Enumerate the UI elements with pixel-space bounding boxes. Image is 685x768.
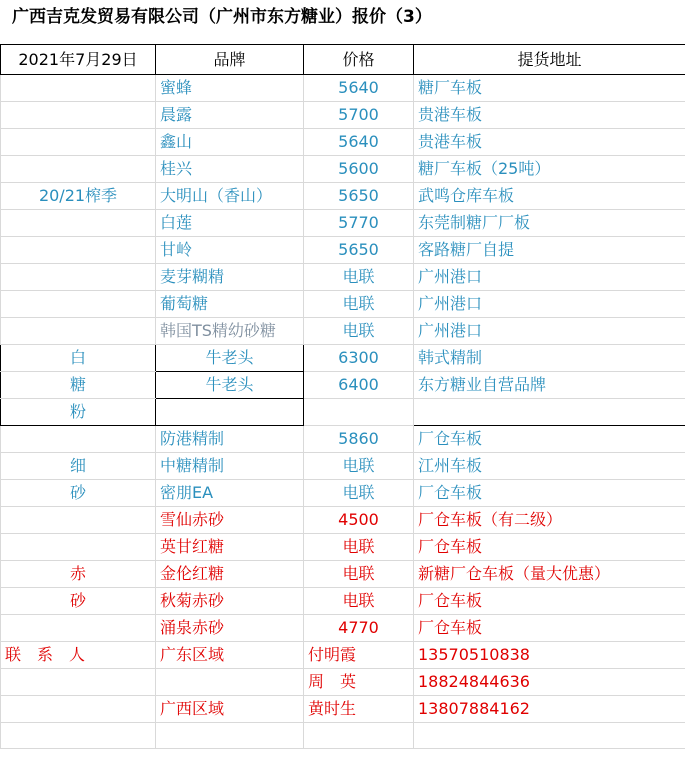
price-cell: 电联 [304, 291, 414, 318]
brand-cell: 防港精制 [156, 426, 304, 453]
address-cell: 厂仓车板 [414, 615, 685, 642]
contact-region: 广东区域 [156, 642, 304, 669]
address-cell: 糖厂车板（25吨） [414, 156, 685, 183]
contact-phone: 18824844636 [414, 669, 685, 696]
price-cell: 6300 [304, 345, 414, 372]
price-table [0, 44, 685, 749]
section-label-crush-season: 20/21榨季 [1, 183, 156, 210]
price-cell: 电联 [304, 264, 414, 291]
brand-cell: 大明山（香山） [156, 183, 304, 210]
address-cell: 厂仓车板 [414, 588, 685, 615]
brand-cell: 甘岭 [156, 237, 304, 264]
brand-cell: 蜜蜂 [156, 75, 304, 102]
price-cell: 4500 [304, 507, 414, 534]
table-row [1, 561, 685, 588]
table-row [1, 156, 685, 183]
brand-cell: 牛老头 [156, 345, 304, 372]
contact-phone: 13570510838 [414, 642, 685, 669]
price-cell: 6400 [304, 372, 414, 399]
address-cell: 厂仓车板 [414, 480, 685, 507]
table-row [1, 615, 685, 642]
brand-cell: 雪仙赤砂 [156, 507, 304, 534]
contact-region [156, 669, 304, 696]
price-cell: 电联 [304, 534, 414, 561]
section-label-fine-sugar: 砂 [1, 480, 156, 507]
table-row [1, 75, 685, 102]
brand-header: 品牌 [156, 45, 304, 75]
brand-cell: 鑫山 [156, 129, 304, 156]
table-row [1, 723, 685, 749]
address-cell: 糖厂车板 [414, 75, 685, 102]
table-row [1, 210, 685, 237]
price-cell: 5650 [304, 237, 414, 264]
table-row [1, 318, 685, 345]
contact-name: 付明霞 [304, 642, 414, 669]
price-header: 价格 [304, 45, 414, 75]
address-header: 提货地址 [414, 45, 685, 75]
contact-row [1, 669, 685, 696]
address-cell: 贵港车板 [414, 129, 685, 156]
contact-name: 周 英 [304, 669, 414, 696]
address-cell: 厂仓车板 [414, 426, 685, 453]
brand-cell: 中糖精制 [156, 453, 304, 480]
section-label-powder: 糖 [1, 372, 156, 399]
table-row [1, 102, 685, 129]
price-cell: 电联 [304, 561, 414, 588]
contact-row [1, 696, 685, 723]
section-label-fine-sugar: 细 [1, 453, 156, 480]
header-row [1, 45, 685, 75]
contact-row [1, 642, 685, 669]
table-row [1, 183, 685, 210]
brand-cell: 密朋EA [156, 480, 304, 507]
brand-cell: 金伦红糖 [156, 561, 304, 588]
brand-cell: 韩国TS精幼砂糖 [156, 318, 304, 345]
address-cell: 广州港口 [414, 318, 685, 345]
address-cell: 广州港口 [414, 264, 685, 291]
brand-cell: 葡萄糖 [156, 291, 304, 318]
brand-cell: 晨露 [156, 102, 304, 129]
address-cell: 韩式精制 [414, 345, 685, 372]
price-cell: 5770 [304, 210, 414, 237]
table-row [1, 588, 685, 615]
brand-cell: 桂兴 [156, 156, 304, 183]
address-cell: 新糖厂仓车板（量大优惠） [414, 561, 685, 588]
price-cell: 5600 [304, 156, 414, 183]
table-row [1, 453, 685, 480]
address-cell: 广州港口 [414, 291, 685, 318]
contact-phone: 13807884162 [414, 696, 685, 723]
price-cell: 5700 [304, 102, 414, 129]
address-cell: 江州车板 [414, 453, 685, 480]
section-label-raw-sugar: 赤 [1, 561, 156, 588]
price-cell: 5860 [304, 426, 414, 453]
table-row [1, 345, 685, 372]
date-header: 2021年7月29日 [1, 45, 156, 75]
price-cell: 5640 [304, 129, 414, 156]
contact-region: 广西区域 [156, 696, 304, 723]
table-row [1, 426, 685, 453]
table-row [1, 291, 685, 318]
table-row [1, 372, 685, 399]
address-cell: 东莞制糖厂厂板 [414, 210, 685, 237]
table-row [1, 507, 685, 534]
brand-cell: 麦芽糊精 [156, 264, 304, 291]
page-title: 广西吉克发贸易有限公司（广州市东方糖业）报价（3） [12, 7, 432, 27]
brand-cell: 英甘红糖 [156, 534, 304, 561]
price-cell: 电联 [304, 588, 414, 615]
address-cell: 厂仓车板（有二级） [414, 507, 685, 534]
section-label-raw-sugar: 砂 [1, 588, 156, 615]
brand-cell: 牛老头 [156, 372, 304, 399]
table-row [1, 237, 685, 264]
table-row [1, 534, 685, 561]
address-cell: 武鸣仓库车板 [414, 183, 685, 210]
brand-cell: 白莲 [156, 210, 304, 237]
brand-cell: 秋菊赤砂 [156, 588, 304, 615]
address-cell: 贵港车板 [414, 102, 685, 129]
address-cell: 厂仓车板 [414, 534, 685, 561]
price-cell: 电联 [304, 480, 414, 507]
section-label-powder: 粉 [1, 399, 156, 426]
price-cell: 电联 [304, 453, 414, 480]
brand-cell: 涌泉赤砂 [156, 615, 304, 642]
table-row [1, 264, 685, 291]
price-cell: 4770 [304, 615, 414, 642]
price-cell: 5640 [304, 75, 414, 102]
contact-name: 黄时生 [304, 696, 414, 723]
table-row [1, 129, 685, 156]
table-row [1, 399, 685, 426]
contact-label: 联 系 人 [1, 642, 156, 669]
section-label-powder: 白 [1, 345, 156, 372]
table-row [1, 480, 685, 507]
address-cell: 东方糖业自营品牌 [414, 372, 685, 399]
price-cell: 电联 [304, 318, 414, 345]
price-cell: 5650 [304, 183, 414, 210]
address-cell: 客路糖厂自提 [414, 237, 685, 264]
